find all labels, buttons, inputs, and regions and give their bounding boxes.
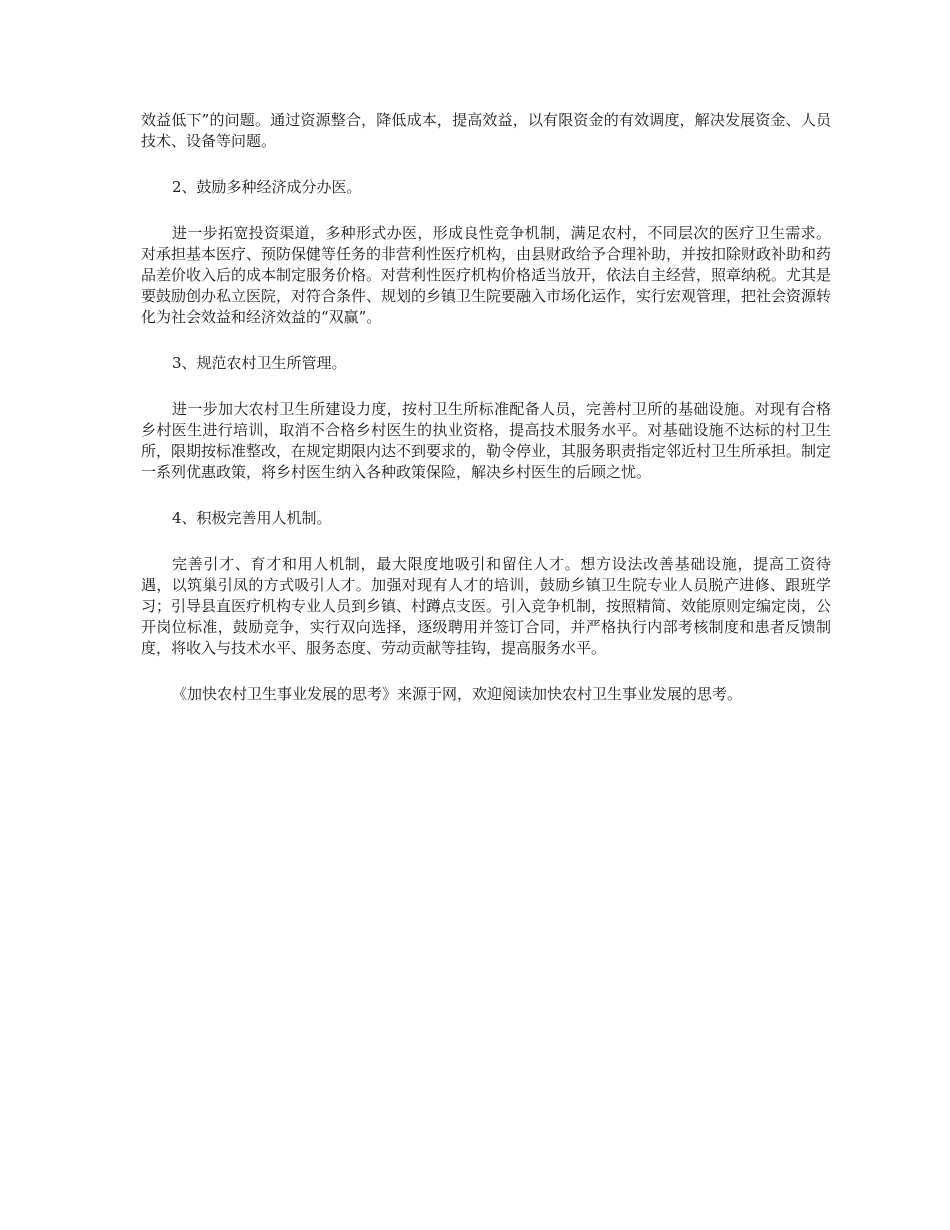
paragraph-section-2: 进一步拓宽投资渠道，多种形式办医，形成良性竞争机制，满足农村，不同层次的医疗卫生需求。对承担基本医疗、预防保健等任务的非营利性医疗机构，由县财政给予合理补助，并按扣除财政补助和药品差价收入后的成本制定服务价格。对营利性医疗机构价格适当放开，依法自主经营，照章纳税。尤其是要鼓励创办私立医院，对符合条件、规划的乡镇卫生院要融入市场化运作，实行宏观管理，把社会资源转化为社会效益和经济效益的“双赢”。 — [141, 224, 832, 326]
section-heading-2: 2、鼓励多种经济成分办医。 — [172, 178, 362, 196]
section-heading-3: 3、规范农村卫生所管理。 — [172, 354, 347, 372]
section-heading-4: 4、积极完善用人机制。 — [172, 509, 332, 527]
paragraph-intro: 效益低下”的问题。通过资源整合，降低成本，提高效益，以有限资金的有效调度，解决发展资金、人员技术、设备等问题。 — [141, 111, 831, 150]
source-note: 《加快农村卫生事业发展的思考》来源于网，欢迎阅读加快农村卫生事业发展的思考。 — [172, 685, 743, 703]
document-page — [141, 110, 831, 730]
paragraph-section-3: 进一步加大农村卫生所建设力度，按村卫生所标准配备人员，完善村卫所的基础设施。对现有合格乡村医生进行培训，取消不合格乡村医生的执业资格，提高技术服务水平。对基础设施不达标的村卫生所，限期按标准整改，在规定期限内达不到要求的，勒令停业，其服务职责指定邻近村卫生所承担。制定一系列优惠政策，将乡村医生纳入各种政策保险，解决乡村医生的后顾之忧。 — [141, 400, 832, 481]
paragraph-section-4: 完善引才、育才和用人机制，最大限度地吸引和留住人才。想方设法改善基础设施，提高工资待遇，以筑巢引凤的方式吸引人才。加强对现有人才的培训，鼓励乡镇卫生院专业人员脱产进修、跟班学习；引导县直医疗机构专业人员到乡镇、村蹲点支医。引入竞争机制，按照精简、效能原则定编定岗，公开岗位标准，鼓励竞争，实行双向选择，逐级聘用并签订合同，并严格执行内部考核制度和患者反馈制度，将收入与技术水平、服务态度、劳动贡献等挂钩，提高服务水平。 — [141, 555, 832, 657]
